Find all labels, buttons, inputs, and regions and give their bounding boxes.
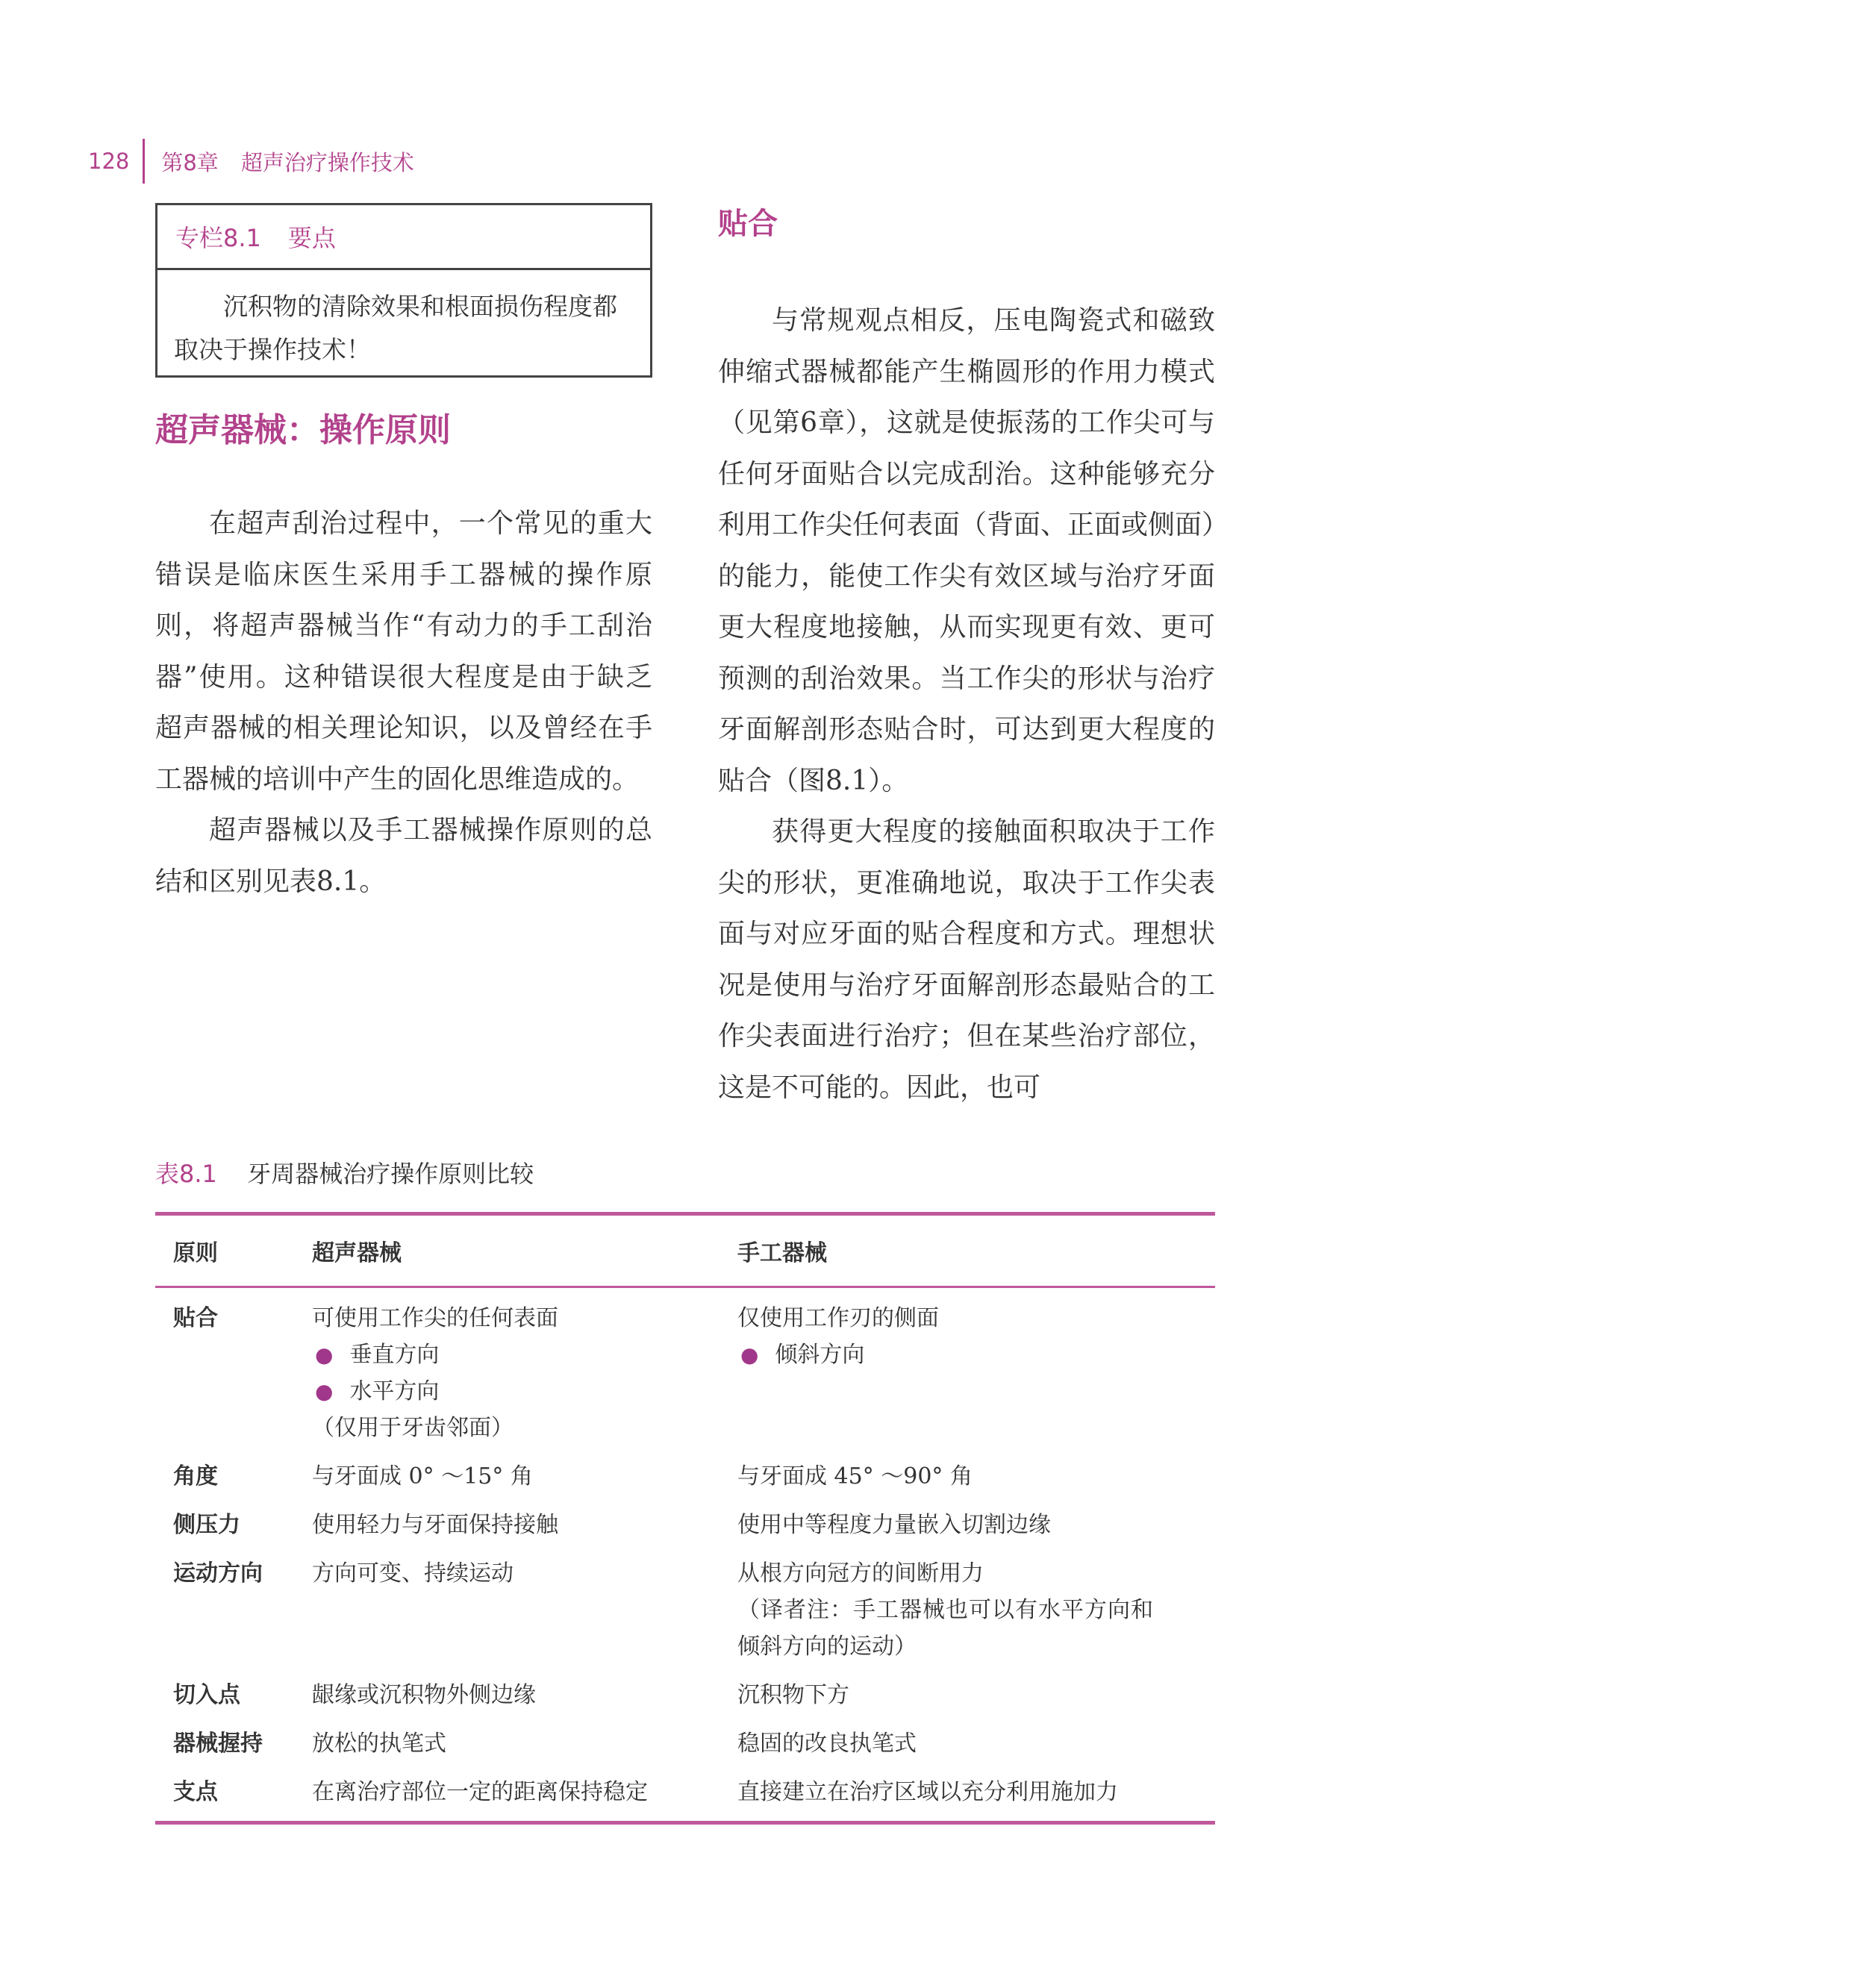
table-number: 表8.1 — [155, 1160, 217, 1188]
ultrasonic-cell: 与牙面成 0° ～15° 角 — [312, 1463, 533, 1490]
paragraph: 在超声刮治过程中，一个常见的重大错误是临床医生采用手工器械的操作原则，将超声器械当作“有动力的手工刮治器”使用。这种错误很大程度是由于缺乏超声器械的相关理论知识，以及曾经在手工器械的培训中产生的固化思维造成的。 — [155, 508, 652, 795]
principle-cell: 支点 — [173, 1779, 218, 1805]
table-row — [155, 1300, 1215, 1446]
key-box-header — [157, 205, 650, 270]
cell-note: （仅用于牙齿邻面） — [312, 1415, 514, 1441]
table-row — [155, 1774, 1215, 1810]
table-row — [155, 1458, 1215, 1495]
manual-cell: 沉积物下方 — [737, 1682, 849, 1708]
principle-cell: 切入点 — [173, 1682, 240, 1708]
table-header-row — [155, 1216, 1215, 1288]
table-row — [155, 1725, 1215, 1762]
chapter-title: 超声治疗操作技术 — [240, 149, 414, 175]
cell-text: 仅使用工作刃的侧面 — [737, 1305, 939, 1331]
key-box-text: 沉积物的清除效果和根面损伤程度都取决于操作技术！ — [174, 292, 617, 364]
table-row — [155, 1507, 1215, 1543]
column-header-principle: 原则 — [173, 1240, 218, 1266]
column-header-manual: 手工器械 — [737, 1240, 827, 1266]
bullet-item — [312, 1337, 737, 1373]
table-row — [155, 1555, 1215, 1665]
paragraph: 获得更大程度的接触面积取决于工作尖的形状，更准确地说，取决于工作尖表面与对应牙面的贴合程度和方式。理想状况是使用与治疗牙面解剖形态最贴合的工作尖表面进行治疗；但在某些治疗部位，这是不可能的。因此，也可 — [718, 816, 1215, 1103]
bullet-icon: ● — [740, 1342, 759, 1367]
key-points-box — [155, 203, 652, 378]
bullet-icon: ● — [315, 1342, 334, 1367]
bullet-icon: ● — [315, 1379, 334, 1404]
table-row — [155, 1677, 1215, 1713]
table-caption — [155, 1155, 534, 1190]
bullet-text: 倾斜方向 — [775, 1342, 865, 1368]
ultrasonic-cell: 使用轻力与牙面保持接触 — [312, 1512, 558, 1538]
key-box-title: 要点 — [287, 224, 336, 252]
translator-note: 倾斜方向的运动） — [737, 1634, 917, 1660]
section-heading-adaptation: 贴合 — [718, 207, 778, 241]
right-column — [718, 296, 1215, 1113]
principle-cell: 器械握持 — [173, 1731, 263, 1757]
principle-cell: 侧压力 — [173, 1512, 240, 1538]
left-column — [155, 498, 652, 907]
manual-cell — [737, 1555, 1215, 1665]
column-header-ultrasonic: 超声器械 — [312, 1240, 402, 1266]
bullet-text: 垂直方向 — [349, 1342, 440, 1368]
chapter-number: 第8章 — [161, 149, 219, 175]
header-divider — [143, 139, 145, 184]
ultrasonic-cell: 龈缘或沉积物外侧边缘 — [312, 1682, 536, 1708]
manual-cell: 与牙面成 45° ～90° 角 — [737, 1463, 973, 1490]
principle-cell: 运动方向 — [173, 1560, 263, 1587]
ultrasonic-cell: 放松的执笔式 — [312, 1731, 446, 1757]
page-number: 128 — [88, 149, 130, 174]
manual-cell: 直接建立在治疗区域以充分利用施加力 — [737, 1779, 1118, 1805]
paragraph: 与常规观点相反，压电陶瓷式和磁致伸缩式器械都能产生椭圆形的作用力模式（见第6章），这就是使振荡的工作尖可与任何牙面贴合以完成刮治。这种能够充分利用工作尖任何表面（背面、正面或侧面）的能力，能使工作尖有效区域与治疗牙面更大程度地接触，从而实现更有效、更可预测的刮治效果。当工作尖的形状与治疗牙面解剖形态贴合时，可达到更大程度的贴合（图8.1）。 — [718, 305, 1216, 796]
paragraph: 超声器械以及手工器械操作原则的总结和区别见表8.1。 — [155, 815, 652, 897]
running-header — [88, 139, 414, 184]
bullet-text: 水平方向 — [349, 1378, 440, 1404]
principle-cell: 贴合 — [173, 1305, 218, 1331]
table-title: 牙周器械治疗操作原则比较 — [247, 1160, 534, 1188]
table-body — [155, 1288, 1215, 1821]
ultrasonic-cell — [312, 1300, 737, 1446]
translator-note: （译者注：手工器械也可以有水平方向和 — [737, 1597, 1154, 1623]
ultrasonic-cell: 方向可变、持续运动 — [312, 1560, 514, 1587]
cell-text: 可使用工作尖的任何表面 — [312, 1305, 558, 1331]
bullet-item — [312, 1373, 737, 1410]
bullet-item — [737, 1337, 1215, 1373]
principle-cell: 角度 — [173, 1463, 218, 1490]
ultrasonic-cell: 在离治疗部位一定的距离保持稳定 — [312, 1779, 648, 1805]
manual-cell: 使用中等程度力量嵌入切割边缘 — [737, 1512, 1051, 1538]
cell-text: 从根方向冠方的间断用力 — [737, 1560, 984, 1587]
manual-cell: 稳固的改良执笔式 — [737, 1731, 917, 1757]
section-heading-operating-principles: 超声器械：操作原则 — [155, 411, 451, 449]
manual-cell — [737, 1300, 1215, 1446]
comparison-table — [155, 1212, 1215, 1825]
key-box-label: 专栏8.1 — [175, 224, 261, 252]
